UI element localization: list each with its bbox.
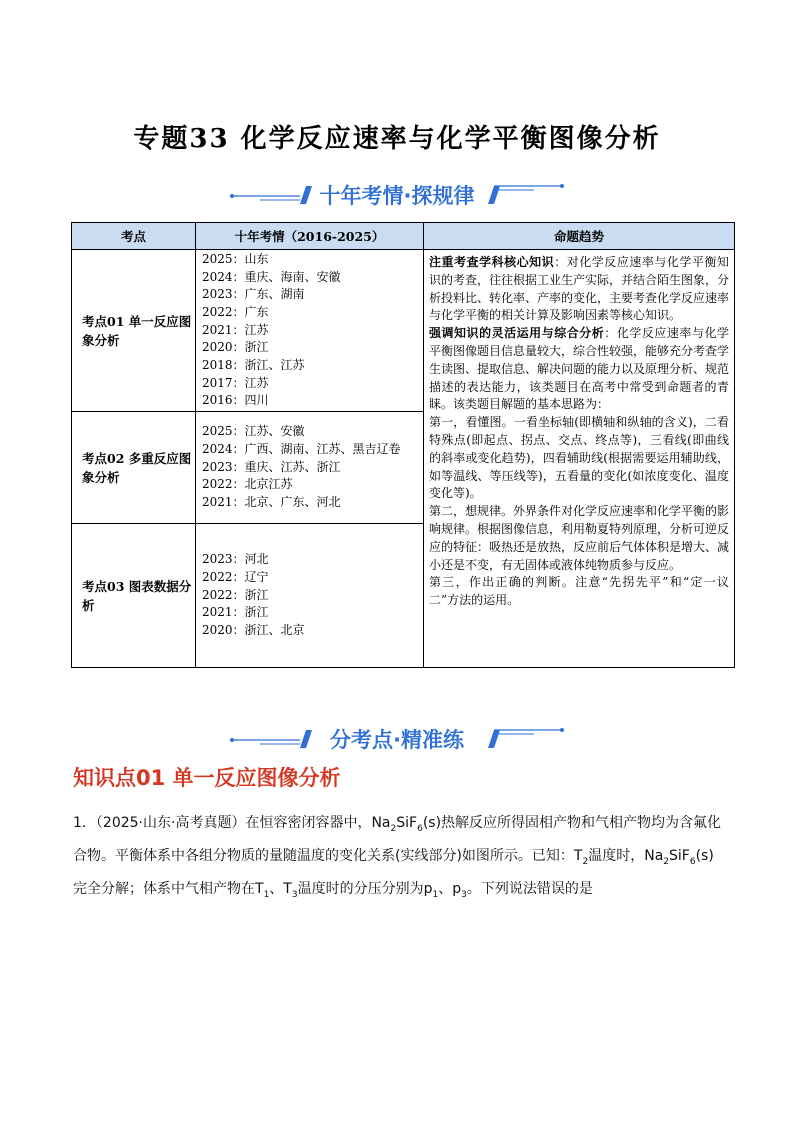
year-entry: 2023：广东、湖南 bbox=[202, 287, 305, 302]
year-entry: 2022：辽宁 bbox=[202, 569, 269, 584]
year-entry: 2021：北京、广东、河北 bbox=[202, 495, 341, 510]
header-years: 十年考情（2016-2025） bbox=[196, 223, 424, 250]
year-entry: 2020：浙江 bbox=[202, 340, 269, 355]
years-cell bbox=[196, 250, 424, 412]
years-cell bbox=[196, 412, 424, 524]
banner-title: 十年考情·探规律 bbox=[319, 184, 475, 208]
year-entry: 2025：山东 bbox=[202, 251, 269, 266]
topic-cell: 考点03 图表数据分析 bbox=[72, 524, 196, 668]
formula: $Na_2SiF_6(s)$ bbox=[371, 815, 442, 834]
year-entry: 2021：江苏 bbox=[202, 322, 269, 337]
year-entry: 2025：江苏、安徽 bbox=[202, 424, 305, 439]
trend-paragraph: 第二，想规律。外界条件对化学反应速率和化学平衡的影响规律。根据图像信息，利用勒夏特列原理，分析可逆反应的特征：吸热还是放热，反应前后气体体积是增大、减小还是不变，有无固体或液体纯物质参与反应。 bbox=[429, 504, 730, 572]
trend-cell bbox=[424, 250, 735, 668]
year-entry: 2018：浙江、江苏 bbox=[202, 358, 305, 373]
year-entry: 2022：北京江苏 bbox=[202, 477, 293, 492]
trend-paragraph: 第三，作出正确的判断。注意“先拐先平”和“定一议二”方法的运用。 bbox=[429, 575, 729, 608]
year-entry: 2023：重庆、江苏、浙江 bbox=[202, 459, 341, 474]
knowledge-point-heading: 知识点01 单一反应图像分析 bbox=[73, 766, 341, 790]
header-topic: 考点 bbox=[72, 223, 196, 250]
formula: $Na_2SiF_6(s)$ bbox=[644, 847, 714, 867]
year-entry: 2024：重庆、海南、安徽 bbox=[202, 269, 341, 284]
trend-paragraph: 注重考查学科核心知识：对化学反应速率与化学平衡知识的考查，往往根据工业生产实际，并结合陌生图象，分析投料比、转化率、产率的变化，主要考查化学反应速率与化学平衡的相关计算及影响因素等核心知识。 bbox=[429, 255, 730, 323]
topic-cell: 考点02 多重反应图象分析 bbox=[72, 412, 196, 524]
trend-paragraph: 强调知识的灵活运用与综合分析：化学反应速率与化学平衡图像题目信息量较大，综合性较强，能够充分考查学生读图、提取信息、解决问题的能力以及原理分析、规范描述的表达能力，该类题目在高考中常受到命题者的青睐。该类题目解题的基本思路为： bbox=[429, 326, 730, 412]
page-title: 专题33 化学反应速率与化学平衡图像分析 bbox=[133, 124, 661, 154]
banner-title: 分考点·精准练 bbox=[330, 728, 464, 752]
exam-analysis-table bbox=[71, 222, 735, 668]
year-entry: 2017：江苏 bbox=[202, 375, 269, 390]
table-row bbox=[72, 250, 735, 412]
year-entry: 2021：浙江 bbox=[202, 605, 269, 620]
table-header-row bbox=[72, 223, 735, 250]
header-trend: 命题趋势 bbox=[424, 223, 735, 250]
year-entry: 2016：四川 bbox=[202, 393, 269, 408]
year-entry: 2022：广东 bbox=[202, 304, 269, 319]
section-banner-practice bbox=[0, 722, 794, 752]
section-banner-trends bbox=[0, 178, 794, 208]
question-1: 1．（2025·山东·高考真题）在恒容密闭容器中，$Na_2SiF_6(s)$热解反应所得固相产物和气相产物均为含氟化合物。平衡体系中各组分物质的量随温度的变化关系(实线部分)如图所示。已知：$T_2$温度时，$Na_2SiF_6(s)$完全分解；体系中气相产物在$T_1$、$T_3$温度时的分压分别为$p_1$、$p_3$。下列说法错误的是 bbox=[73, 815, 722, 900]
topic-cell: 考点01 单一反应图象分析 bbox=[72, 250, 196, 412]
years-cell bbox=[196, 524, 424, 668]
year-entry: 2022：浙江 bbox=[202, 587, 269, 602]
trend-paragraph: 第一，看懂图。一看坐标轴(即横轴和纵轴的含义)，二看特殊点(即起点、拐点、交点、终点等)，三看线(即曲线的斜率或变化趋势)，四看辅助线(根据需要运用辅助线，如等温线、等压线等)，五看量的变化(如浓度变化、温度变化等)。 bbox=[429, 415, 729, 501]
year-entry: 2023：河北 bbox=[202, 552, 269, 567]
question-number: 1． bbox=[73, 815, 96, 831]
question-source: （2025·山东·高考真题） bbox=[95, 815, 246, 831]
year-entry: 2024：广西、湖南、江苏、黑吉辽卷 bbox=[202, 441, 401, 456]
year-entry: 2020：浙江、北京 bbox=[202, 623, 305, 638]
